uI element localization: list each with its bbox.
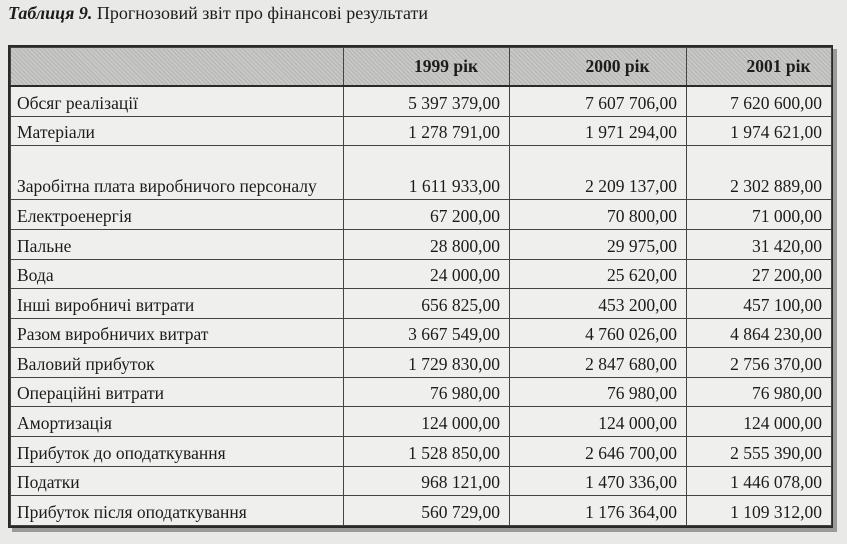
row-label: Пальне <box>11 229 344 259</box>
value-1999: 5 397 379,00 <box>344 86 510 116</box>
table-caption <box>8 3 428 24</box>
caption-title: Прогнозовий звіт про фінансові результати <box>96 3 428 23</box>
header-year-2001: 2001 рік <box>687 48 832 87</box>
table-row <box>11 466 832 496</box>
row-label: Обсяг реалізації <box>11 86 344 116</box>
table-row <box>11 496 832 526</box>
table-row <box>11 407 832 437</box>
table-row <box>11 259 832 289</box>
value-1999: 24 000,00 <box>344 259 510 289</box>
table-row <box>11 377 832 407</box>
row-label: Разом виробничих витрат <box>11 318 344 348</box>
row-label: Матеріали <box>11 116 344 146</box>
value-2000: 124 000,00 <box>510 407 687 437</box>
value-2000: 25 620,00 <box>510 259 687 289</box>
row-label: Податки <box>11 466 344 496</box>
value-2001: 2 555 390,00 <box>687 437 832 467</box>
value-2000: 2 847 680,00 <box>510 348 687 378</box>
row-label: Прибуток після оподаткування <box>11 496 344 526</box>
row-label: Заробітна плата виробничого персоналу <box>11 146 344 200</box>
value-2000: 1 470 336,00 <box>510 466 687 496</box>
row-label: Прибуток до оподаткування <box>11 437 344 467</box>
table-body <box>11 86 832 526</box>
value-1999: 76 980,00 <box>344 377 510 407</box>
row-label: Амортизація <box>11 407 344 437</box>
value-2001: 2 302 889,00 <box>687 146 832 200</box>
value-2001: 124 000,00 <box>687 407 832 437</box>
header-year-1999: 1999 рік <box>344 48 510 87</box>
value-1999: 3 667 549,00 <box>344 318 510 348</box>
value-2000: 2 646 700,00 <box>510 437 687 467</box>
value-1999: 1 528 850,00 <box>344 437 510 467</box>
value-2000: 2 209 137,00 <box>510 146 687 200</box>
table-row <box>11 116 832 146</box>
value-1999: 1 278 791,00 <box>344 116 510 146</box>
value-2001: 71 000,00 <box>687 200 832 230</box>
value-2000: 4 760 026,00 <box>510 318 687 348</box>
value-2000: 453 200,00 <box>510 289 687 319</box>
value-2001: 457 100,00 <box>687 289 832 319</box>
value-2000: 7 607 706,00 <box>510 86 687 116</box>
value-2001: 7 620 600,00 <box>687 86 832 116</box>
value-2001: 1 974 621,00 <box>687 116 832 146</box>
value-1999: 1 611 933,00 <box>344 146 510 200</box>
value-2000: 29 975,00 <box>510 229 687 259</box>
value-2001: 4 864 230,00 <box>687 318 832 348</box>
value-2001: 1 109 312,00 <box>687 496 832 526</box>
value-2001: 76 980,00 <box>687 377 832 407</box>
value-1999: 124 000,00 <box>344 407 510 437</box>
value-2001: 1 446 078,00 <box>687 466 832 496</box>
caption-label: Таблиця 9. <box>8 3 93 23</box>
value-1999: 28 800,00 <box>344 229 510 259</box>
header-year-2000: 2000 рік <box>510 48 687 87</box>
table-row <box>11 318 832 348</box>
table-row <box>11 437 832 467</box>
table-row <box>11 348 832 378</box>
value-1999: 656 825,00 <box>344 289 510 319</box>
financial-results-table <box>10 47 832 526</box>
value-1999: 560 729,00 <box>344 496 510 526</box>
value-2001: 31 420,00 <box>687 229 832 259</box>
table-row <box>11 229 832 259</box>
table-row <box>11 289 832 319</box>
table-row <box>11 146 832 200</box>
header-corner <box>11 48 344 87</box>
value-1999: 67 200,00 <box>344 200 510 230</box>
row-label: Валовий прибуток <box>11 348 344 378</box>
value-2001: 27 200,00 <box>687 259 832 289</box>
header-row <box>11 48 832 87</box>
value-2000: 70 800,00 <box>510 200 687 230</box>
value-2000: 1 176 364,00 <box>510 496 687 526</box>
row-label: Операційні витрати <box>11 377 344 407</box>
row-label: Вода <box>11 259 344 289</box>
value-2000: 76 980,00 <box>510 377 687 407</box>
financial-table-frame <box>8 45 833 528</box>
value-2001: 2 756 370,00 <box>687 348 832 378</box>
value-2000: 1 971 294,00 <box>510 116 687 146</box>
table-row <box>11 200 832 230</box>
row-label: Інші виробничі витрати <box>11 289 344 319</box>
value-1999: 1 729 830,00 <box>344 348 510 378</box>
table-row <box>11 86 832 116</box>
value-1999: 968 121,00 <box>344 466 510 496</box>
row-label: Електроенергія <box>11 200 344 230</box>
